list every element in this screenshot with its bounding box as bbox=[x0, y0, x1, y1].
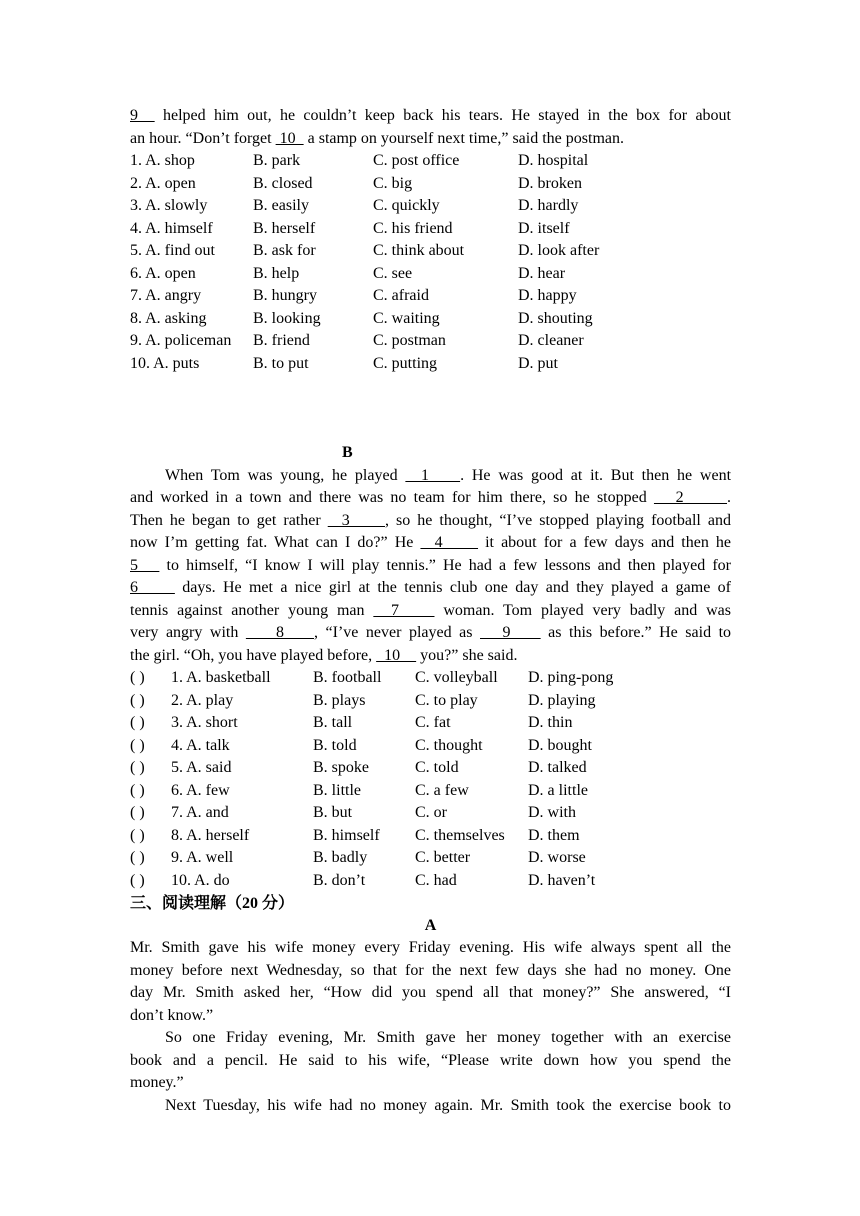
option-row bbox=[130, 780, 731, 803]
option-num: 8. A. asking bbox=[130, 309, 207, 327]
option-c: C. a few bbox=[415, 781, 469, 799]
option-c: C. see bbox=[373, 264, 413, 282]
reading-line: So one Friday evening, Mr. Smith gave her money together with an exercise bbox=[165, 1029, 731, 1046]
blank-2: 2 bbox=[653, 489, 728, 506]
option-paren: ( ) bbox=[130, 849, 145, 866]
blank-9: 9 bbox=[130, 107, 155, 124]
option-b: B. badly bbox=[313, 849, 368, 866]
option-row bbox=[130, 353, 731, 376]
option-num: 7. A. and bbox=[171, 804, 229, 821]
option-c: C. fat bbox=[415, 714, 451, 731]
option-b: B. help bbox=[253, 264, 300, 282]
option-paren: ( ) bbox=[130, 714, 145, 731]
blank-7: 7 bbox=[373, 601, 435, 619]
blank-3: 3 bbox=[327, 511, 385, 529]
option-num: 1. A. basketball bbox=[171, 669, 271, 686]
option-num: 4. A. talk bbox=[171, 736, 230, 754]
option-num: 10. A. do bbox=[171, 871, 230, 889]
passage-line: now I’m getting fat. What can I do?” He 4 it about for a few days and then he bbox=[130, 534, 731, 551]
option-c: C. think about bbox=[373, 242, 465, 259]
option-d: D. thin bbox=[528, 714, 573, 731]
option-row bbox=[130, 667, 731, 690]
blank-10: 10 bbox=[376, 646, 417, 664]
passage-line: and worked in a town and there was no team for him there, so he stopped 2 . bbox=[130, 489, 731, 506]
option-num: 5. A. said bbox=[171, 759, 232, 776]
option-c: C. thought bbox=[415, 736, 483, 754]
option-c: C. had bbox=[415, 871, 457, 889]
passage-line: 6 days. He met a nice girl at the tennis club one day and they played a game of bbox=[130, 579, 731, 596]
option-c: C. told bbox=[415, 759, 459, 776]
option-d: D. hear bbox=[518, 264, 566, 282]
passage-line: 5 to himself, “I know I will play tennis.” He had a few lessons and then played for bbox=[130, 556, 731, 574]
option-paren: ( ) bbox=[130, 736, 145, 754]
option-b: B. park bbox=[253, 152, 301, 169]
option-d: D. bought bbox=[528, 736, 592, 754]
reading-a-title: A bbox=[424, 916, 437, 934]
passage-line: When Tom was young, he played 1 . He was good at it. But then he went bbox=[165, 466, 731, 484]
option-row bbox=[130, 195, 731, 218]
option-paren: ( ) bbox=[130, 759, 145, 776]
reading-line: day Mr. Smith asked her, “How did you spend all that money?” She answered, “I bbox=[130, 984, 731, 1001]
option-c: C. putting bbox=[373, 354, 438, 372]
option-b: B. plays bbox=[313, 691, 366, 709]
option-b: B. but bbox=[313, 804, 353, 821]
section-b-options bbox=[130, 667, 731, 892]
option-paren: ( ) bbox=[130, 669, 145, 686]
option-d: D. itself bbox=[518, 219, 570, 237]
option-b: B. little bbox=[313, 781, 361, 799]
option-row bbox=[130, 712, 731, 735]
option-d: D. look after bbox=[518, 242, 600, 259]
option-paren: ( ) bbox=[130, 804, 145, 821]
option-c: C. quickly bbox=[373, 197, 440, 214]
option-c: C. big bbox=[373, 174, 413, 192]
blank-1: 1 bbox=[405, 466, 461, 484]
option-b: B. himself bbox=[313, 826, 380, 844]
option-paren: ( ) bbox=[130, 826, 145, 844]
passage-line: very angry with 8 , “I’ve never played as 9 as this before.” He said to bbox=[130, 624, 731, 641]
option-num: 10. A. puts bbox=[130, 354, 200, 372]
option-c: C. his friend bbox=[373, 219, 453, 237]
option-row bbox=[130, 735, 731, 758]
section-b-title: B bbox=[342, 444, 353, 461]
option-paren: ( ) bbox=[130, 871, 145, 889]
option-d: D. hospital bbox=[518, 152, 589, 169]
passage-line: Then he began to get rather 3 , so he thought, “I’ve stopped playing football and bbox=[130, 511, 731, 529]
option-b: B. herself bbox=[253, 219, 316, 237]
option-num: 9. A. well bbox=[171, 849, 234, 866]
option-d: D. playing bbox=[528, 691, 596, 709]
option-b: B. don’t bbox=[313, 871, 366, 889]
option-b: B. to put bbox=[253, 354, 309, 372]
option-d: D. with bbox=[528, 804, 576, 821]
option-row bbox=[130, 263, 731, 286]
option-row bbox=[130, 218, 731, 241]
option-num: 2. A. open bbox=[130, 174, 196, 192]
option-row bbox=[130, 847, 731, 870]
reading-line: book and a pencil. He said to his wife, “Please write down how you spend the bbox=[130, 1051, 731, 1069]
option-num: 4. A. himself bbox=[130, 219, 213, 237]
reading-line: money before next Wednesday, so that for the next few days she had no money. One bbox=[130, 961, 731, 979]
option-d: D. shouting bbox=[518, 309, 593, 327]
passage-line: tennis against another young man 7 woman. Tom played very badly and was bbox=[130, 601, 731, 619]
option-num: 7. A. angry bbox=[130, 287, 202, 304]
blank-4: 4 bbox=[420, 534, 479, 551]
option-c: C. post office bbox=[373, 152, 460, 169]
option-b: B. tall bbox=[313, 714, 353, 731]
option-c: C. to play bbox=[415, 691, 478, 709]
blank-5: 5 bbox=[130, 556, 160, 574]
option-paren: ( ) bbox=[130, 691, 145, 709]
option-num: 8. A. herself bbox=[171, 826, 250, 844]
passage-line: an hour. “Don’t forget 10 a stamp on yourself next time,” said the postman. bbox=[130, 129, 624, 147]
reading-line: don’t know.” bbox=[130, 1006, 214, 1024]
exam-page bbox=[130, 105, 731, 1117]
option-c: C. or bbox=[415, 804, 447, 821]
option-row bbox=[130, 240, 731, 263]
option-num: 6. A. few bbox=[171, 781, 230, 799]
option-d: D. hardly bbox=[518, 197, 579, 214]
option-d: D. haven’t bbox=[528, 871, 596, 889]
option-b: B. closed bbox=[253, 174, 313, 192]
option-c: C. volleyball bbox=[415, 669, 498, 686]
option-row bbox=[130, 308, 731, 331]
option-num: 2. A. play bbox=[171, 691, 234, 709]
option-row bbox=[130, 173, 731, 196]
option-row bbox=[130, 330, 731, 353]
option-b: B. told bbox=[313, 736, 357, 754]
option-row bbox=[130, 150, 731, 173]
option-b: B. looking bbox=[253, 309, 321, 327]
option-b: B. ask for bbox=[253, 242, 316, 259]
option-d: D. ping-pong bbox=[528, 669, 614, 686]
option-row bbox=[130, 285, 731, 308]
option-d: D. broken bbox=[518, 174, 582, 192]
option-row bbox=[130, 825, 731, 848]
option-c: C. waiting bbox=[373, 309, 440, 327]
option-num: 1. A. shop bbox=[130, 152, 195, 169]
option-num: 9. A. policeman bbox=[130, 332, 232, 349]
option-d: D. cleaner bbox=[518, 332, 584, 349]
option-d: D. them bbox=[528, 826, 580, 844]
option-num: 3. A. short bbox=[171, 714, 238, 731]
option-row bbox=[130, 802, 731, 825]
option-b: B. spoke bbox=[313, 759, 369, 776]
option-d: D. worse bbox=[528, 849, 586, 866]
option-c: C. better bbox=[415, 849, 471, 866]
option-num: 3. A. slowly bbox=[130, 197, 208, 214]
reading-line: Next Tuesday, his wife had no money again. Mr. Smith took the exercise book to bbox=[165, 1096, 731, 1114]
option-d: D. talked bbox=[528, 759, 587, 776]
option-row bbox=[130, 757, 731, 780]
option-num: 6. A. open bbox=[130, 264, 196, 282]
passage-line: 9 helped him out, he couldn’t keep back his tears. He stayed in the box for about bbox=[130, 107, 731, 124]
option-num: 5. A. find out bbox=[130, 242, 215, 259]
option-c: C. themselves bbox=[415, 826, 505, 844]
section-a-options bbox=[130, 150, 731, 375]
option-d: D. put bbox=[518, 354, 558, 372]
section-heading: 三、阅读理解（20 分） bbox=[130, 893, 295, 912]
option-d: D. happy bbox=[518, 287, 577, 304]
blank-8: 8 bbox=[245, 624, 315, 641]
blank-9: 9 bbox=[480, 624, 541, 641]
reading-line: money.” bbox=[130, 1074, 184, 1091]
blank-10: 10 bbox=[275, 129, 304, 147]
blank-6: 6 bbox=[130, 579, 175, 596]
option-row bbox=[130, 870, 731, 893]
option-b: B. football bbox=[313, 669, 382, 686]
option-c: C. afraid bbox=[373, 287, 429, 304]
option-paren: ( ) bbox=[130, 781, 145, 799]
reading-line: Mr. Smith gave his wife money every Friday evening. His wife always spent all the bbox=[130, 939, 731, 956]
option-b: B. friend bbox=[253, 332, 310, 349]
option-b: B. easily bbox=[253, 197, 309, 214]
option-row bbox=[130, 690, 731, 713]
passage-line: the girl. “Oh, you have played before, 10 you?” she said. bbox=[130, 646, 518, 664]
option-c: C. postman bbox=[373, 332, 446, 349]
option-b: B. hungry bbox=[253, 287, 317, 304]
option-d: D. a little bbox=[528, 781, 588, 799]
